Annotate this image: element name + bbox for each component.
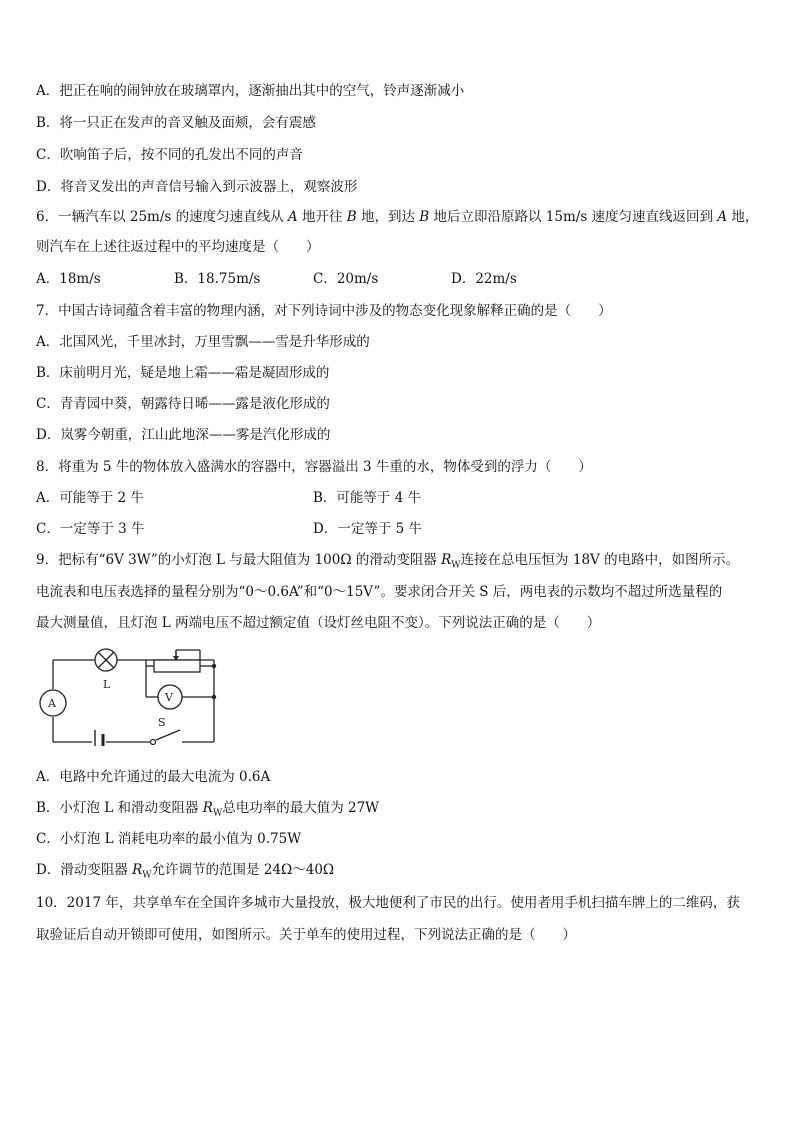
switch-symbol <box>151 740 156 745</box>
q6-stem-line1: 6．一辆汽车以 25m/s 的速度匀速直线从 A 地开往 B 地，到达 B 地后立即沿原路以 15m/s 速度匀速直线返回到 A 地， <box>36 209 759 225</box>
battery-symbol <box>95 730 103 746</box>
q8-option-c: C．一定等于 3 牛 <box>36 521 145 537</box>
q6-option-c: C．20m/s <box>313 271 379 287</box>
q8-option-b: B．可能等于 4 牛 <box>313 490 422 506</box>
q6-option-b: B．18.75m/s <box>174 271 261 287</box>
q8-stem: 8．将重为 5 牛的物体放入盛满水的容器中，容器溢出 3 牛重的水，物体受到的浮力（ ） <box>36 459 592 475</box>
switch-label: S <box>158 716 166 729</box>
q5-option-c: C．吹响笛子后，按不同的孔发出不同的声音 <box>36 147 303 163</box>
q5-option-a: A．把正在响的闹钟放在玻璃罩内，逐渐抽出其中的空气，铃声逐渐减小 <box>36 83 465 99</box>
q9-stem-line3: 最大测量值，且灯泡 L 两端电压不超过额定值（设灯丝电阻不变）。下列说法正确的是（ ） <box>36 615 601 631</box>
q10-stem-line1: 10．2017 年，共享单车在全国许多城市大量投放，极大地便利了市民的出行。使用者用手机扫描车牌上的二维码，获 <box>36 895 740 911</box>
ammeter-label: A <box>48 697 56 710</box>
q6-option-a: A．18m/s <box>36 271 101 287</box>
q5-option-b: B．将一只正在发声的音叉触及面颊，会有震感 <box>36 115 316 131</box>
q6-stem-line2: 则汽车在上述往返过程中的平均速度是（ ） <box>36 239 320 255</box>
q7-option-c: C．青青园中葵，朝露待日晞——露是液化形成的 <box>36 396 330 412</box>
q6-option-d: D．22m/s <box>451 271 517 287</box>
circuit-diagram <box>36 646 236 746</box>
q7-option-d: D．岚雾今朝重，江山此地深——雾是汽化形成的 <box>36 427 331 443</box>
q8-option-d: D．一定等于 5 牛 <box>313 521 422 537</box>
rheostat <box>154 660 200 672</box>
q9-option-c: C．小灯泡 L 消耗电功率的最小值为 0.75W <box>36 831 302 847</box>
q9-stem-line1: 9．把标有“6V 3W”的小灯泡 L 与最大阻值为 100Ω 的滑动变阻器 $R_W$连接在总电压恒为 18V 的电路中，如图所示。 <box>36 552 740 571</box>
q9-option-a: A．电路中允许通过的最大电流为 0.6A <box>36 769 271 785</box>
q9-option-d: D．滑动变阻器 $R_W$允许调节的范围是 24Ω～40Ω <box>36 862 335 881</box>
q7-option-b: B．床前明月光，疑是地上霜——霜是凝固形成的 <box>36 365 330 381</box>
q9-option-b: B．小灯泡 L 和滑动变阻器 $R_W$总电功率的最大值为 27W <box>36 800 380 819</box>
q10-stem-line2: 取验证后自动开锁即可使用，如图所示。关于单车的使用过程，下列说法正确的是（ ） <box>36 927 576 943</box>
q5-option-d: D．将音叉发出的声音信号输入到示波器上，观察波形 <box>36 179 358 195</box>
q7-option-a: A．北国风光，千里冰封，万里雪飘——雪是升华形成的 <box>36 334 370 350</box>
q9-stem-line2: 电流表和电压表选择的量程分别为“0～0.6A”和“0～15V”。要求闭合开关 S 后，两电表的示数均不超过所选量程的 <box>36 584 723 600</box>
q7-stem: 7．中国古诗词蕴含着丰富的物理内涵，对下列诗词中涉及的物态变化现象解释正确的是（ ） <box>36 303 612 319</box>
lamp-symbol <box>95 649 117 671</box>
lamp-label: L <box>103 678 111 691</box>
q8-option-a: A．可能等于 2 牛 <box>36 490 144 506</box>
voltmeter-label: V <box>165 691 173 704</box>
